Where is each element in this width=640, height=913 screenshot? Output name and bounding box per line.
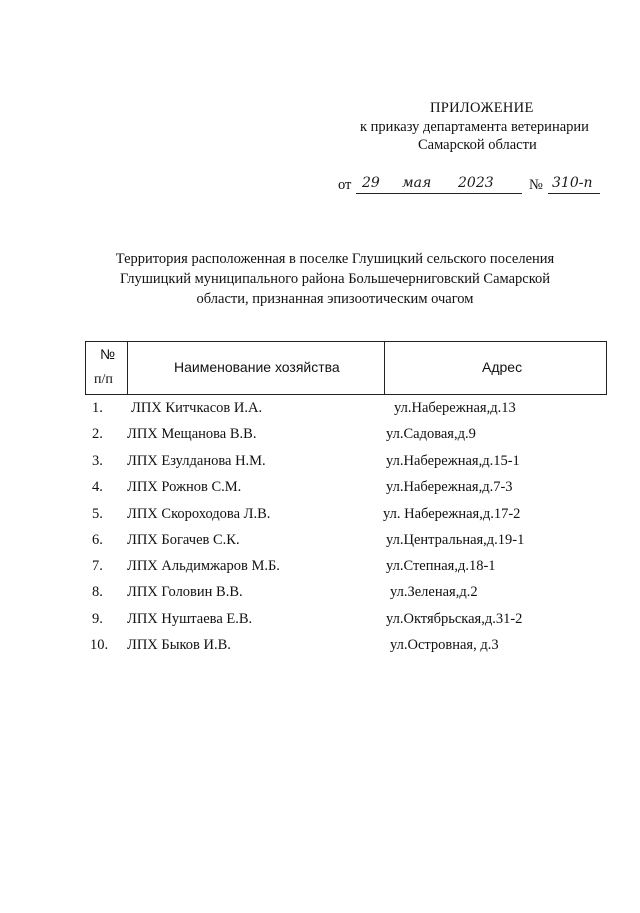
row-number: 5. bbox=[92, 506, 103, 522]
appendix-region: Самарской области bbox=[418, 137, 537, 153]
header-number-symbol: № bbox=[100, 346, 116, 362]
row-farm-name: ЛПХ Езулданова Н.М. bbox=[127, 453, 266, 469]
row-number: 1. bbox=[92, 400, 103, 416]
table-row bbox=[0, 637, 640, 657]
row-number: 10. bbox=[90, 637, 109, 653]
appendix-reference: к приказу департамента ветеринарии bbox=[360, 119, 589, 135]
table-row bbox=[0, 532, 640, 552]
row-number: 2. bbox=[92, 426, 103, 442]
row-address: ул. Набережная,д.17-2 bbox=[383, 506, 521, 522]
order-from-label: от bbox=[338, 177, 352, 193]
column-divider bbox=[384, 342, 385, 394]
header-address: Адрес bbox=[482, 359, 523, 375]
table-row bbox=[0, 400, 640, 420]
table-row bbox=[0, 453, 640, 473]
document-title: Территория расположенная в поселке Глушицкий сельского поселения Глушицкий муниципального района Большечерниговский Самарской области, признанная эпизоотическим очагом bbox=[115, 251, 555, 307]
row-address: ул.Зеленая,д.2 bbox=[390, 584, 478, 600]
table-row bbox=[0, 611, 640, 631]
table-row bbox=[0, 584, 640, 604]
header-number-abbrev: п/п bbox=[94, 372, 113, 387]
row-farm-name: ЛПХ Нуштаева Е.В. bbox=[127, 611, 253, 627]
row-farm-name: ЛПХ Мещанова В.В. bbox=[127, 426, 257, 442]
row-number: 6. bbox=[92, 532, 103, 548]
row-farm-name: ЛПХ Китчкасов И.А. bbox=[131, 400, 263, 416]
row-farm-name: ЛПХ Скороходова Л.В. bbox=[127, 506, 271, 522]
row-address: ул.Набережная,д.7-3 bbox=[386, 479, 513, 495]
row-address: ул.Садовая,д.9 bbox=[386, 426, 476, 442]
column-divider bbox=[127, 342, 128, 394]
row-address: ул.Октябрьская,д.31-2 bbox=[386, 611, 523, 627]
date-underline bbox=[356, 193, 522, 194]
table-row bbox=[0, 558, 640, 578]
table-row bbox=[0, 506, 640, 526]
table-header bbox=[85, 341, 607, 395]
row-number: 3. bbox=[92, 453, 103, 469]
row-address: ул.Центральная,д.19-1 bbox=[386, 532, 525, 548]
order-date-number bbox=[338, 175, 608, 195]
row-farm-name: ЛПХ Альдимжаров М.Б. bbox=[127, 558, 280, 574]
row-number: 9. bbox=[92, 611, 103, 627]
row-number: 7. bbox=[92, 558, 103, 574]
table-row bbox=[0, 426, 640, 446]
row-number: 4. bbox=[92, 479, 103, 495]
row-farm-name: ЛПХ Рожнов С.М. bbox=[127, 479, 242, 495]
row-address: ул.Островная, д.3 bbox=[390, 637, 499, 653]
order-date-month: мая bbox=[402, 175, 432, 191]
row-address: ул.Степная,д.18-1 bbox=[386, 558, 496, 574]
order-date-year: 2023 bbox=[458, 175, 494, 191]
order-date-day: 29 bbox=[362, 175, 380, 191]
row-farm-name: ЛПХ Быков И.В. bbox=[127, 637, 231, 653]
number-underline bbox=[548, 193, 600, 194]
order-number: 310-п bbox=[552, 175, 593, 191]
table-row bbox=[0, 479, 640, 499]
header-farm-name: Наименование хозяйства bbox=[174, 359, 340, 375]
row-number: 8. bbox=[92, 584, 103, 600]
appendix-title: ПРИЛОЖЕНИЕ bbox=[430, 100, 534, 116]
row-address: ул.Набережная,д.15-1 bbox=[386, 453, 520, 469]
row-address: ул.Набережная,д.13 bbox=[394, 400, 516, 416]
order-number-label: № bbox=[529, 177, 543, 193]
row-farm-name: ЛПХ Головин В.В. bbox=[127, 584, 243, 600]
row-farm-name: ЛПХ Богачев С.К. bbox=[127, 532, 240, 548]
